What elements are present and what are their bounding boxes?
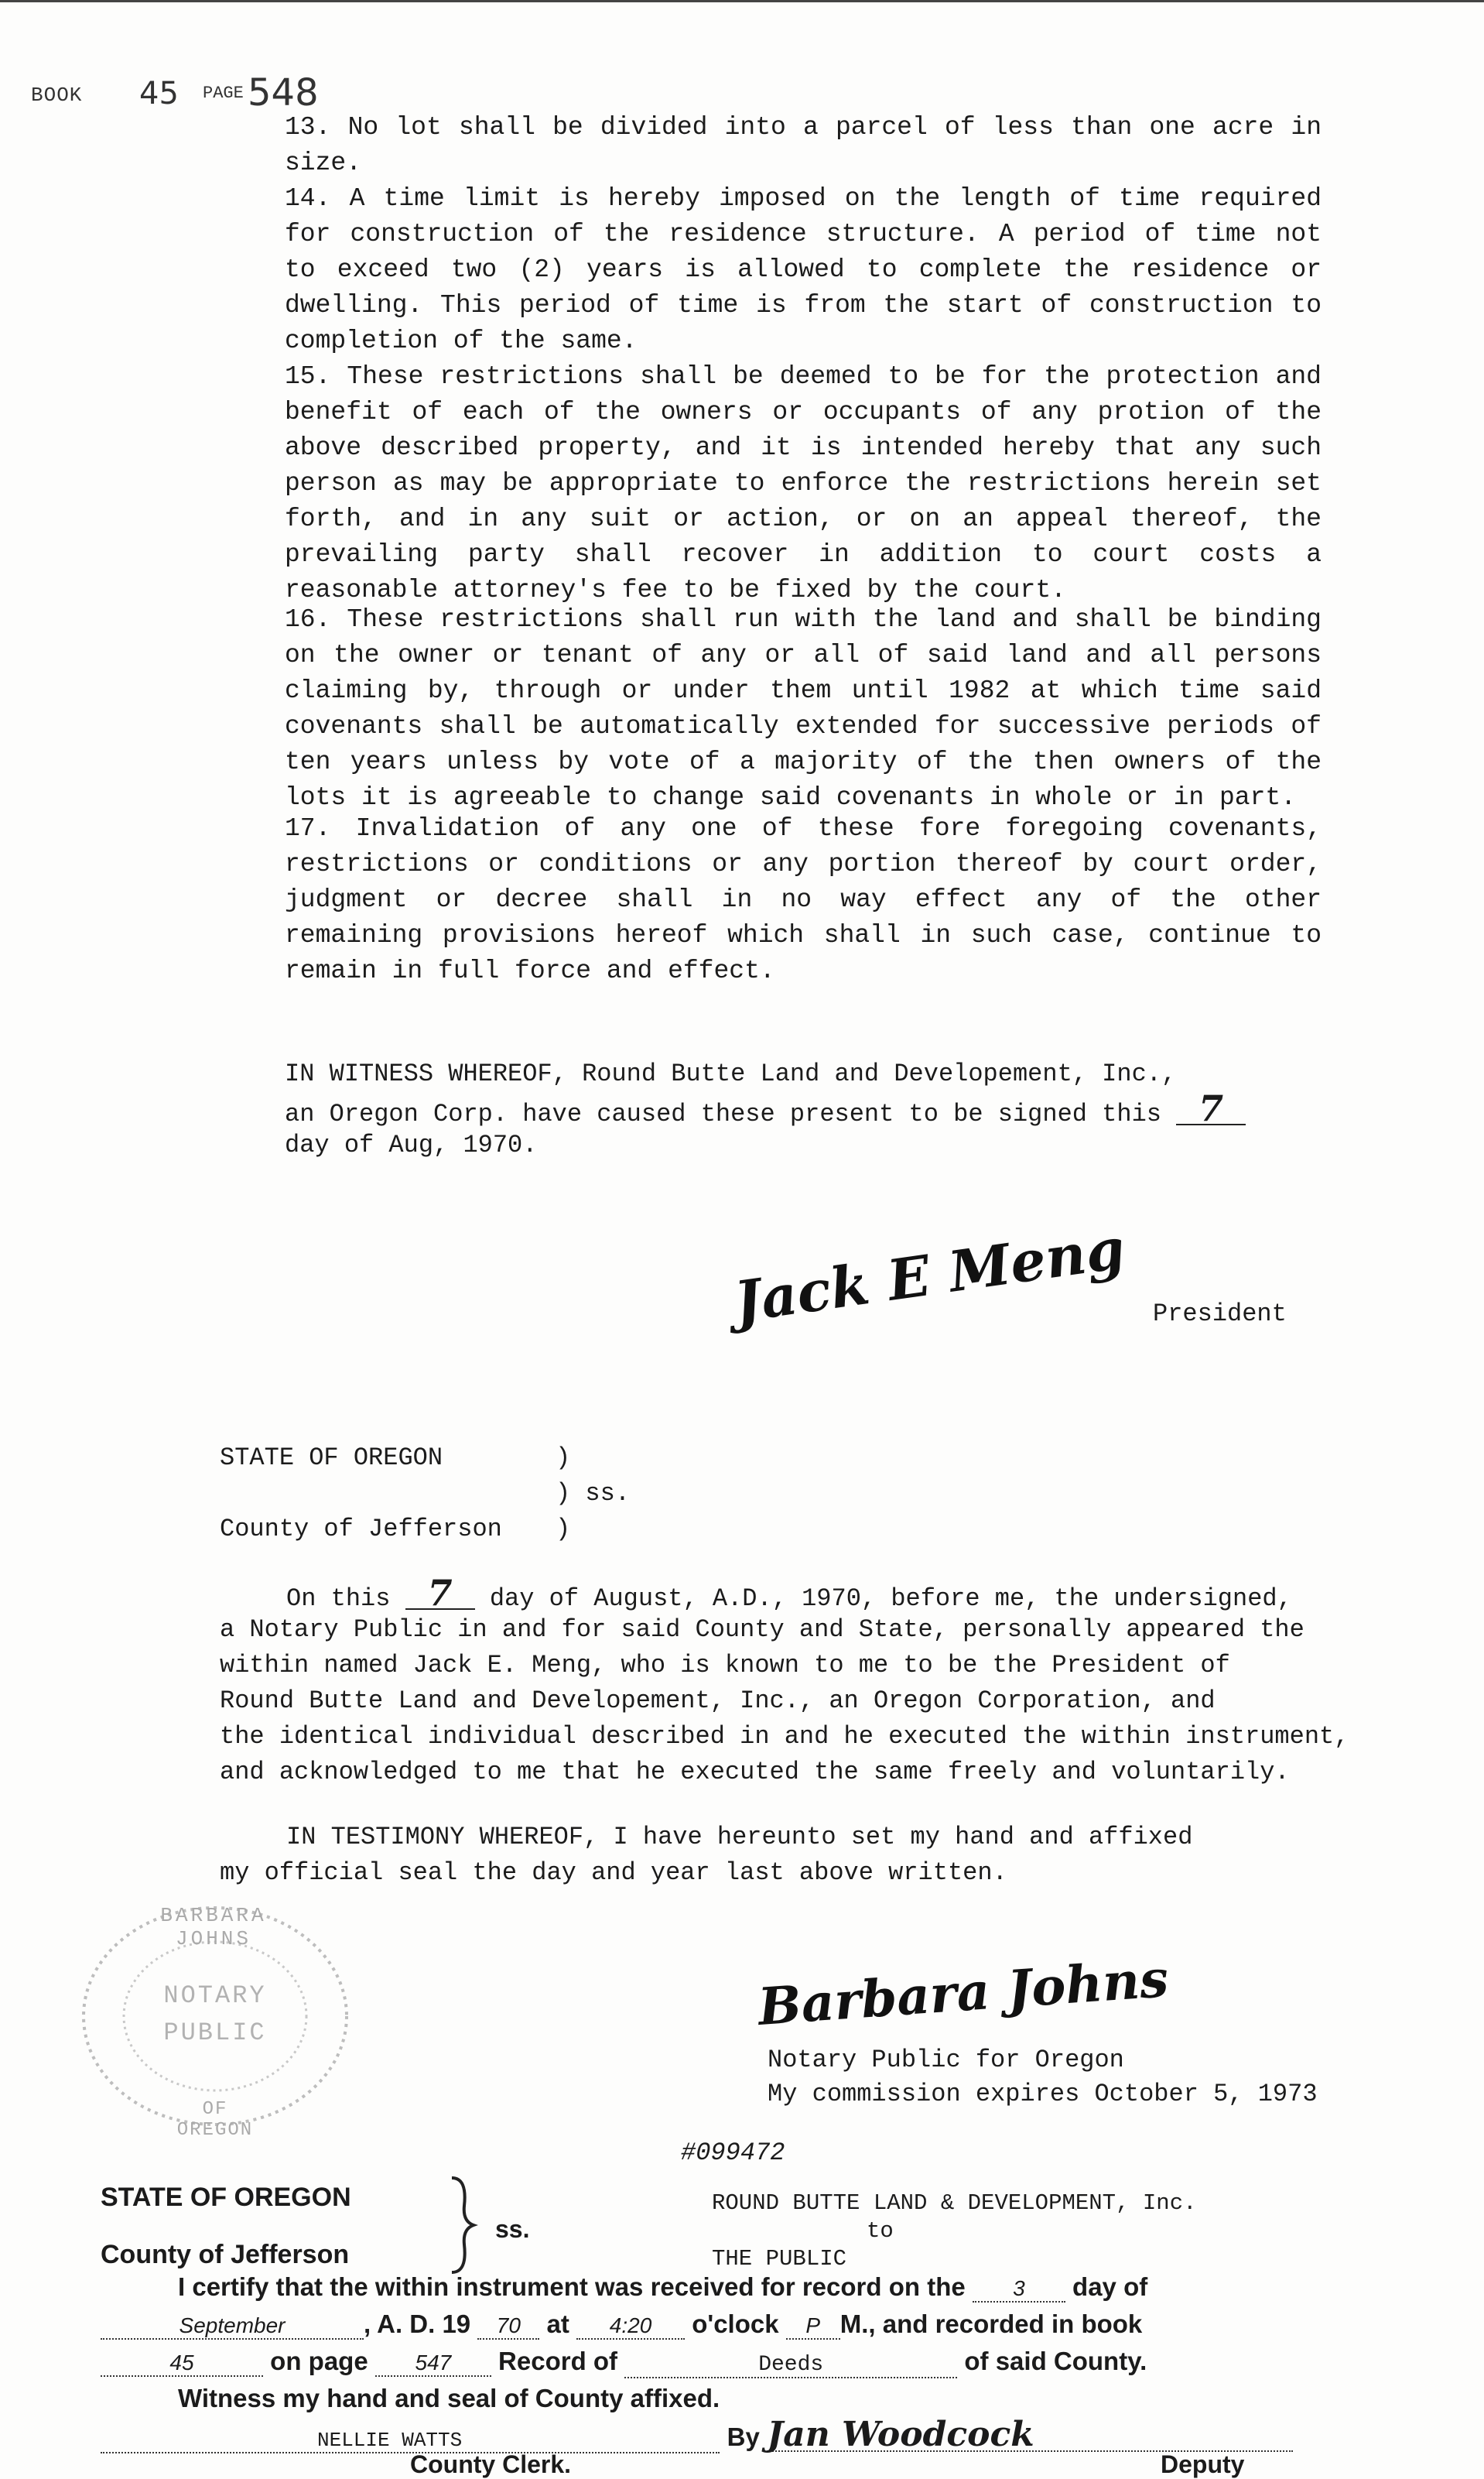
president-signature-text: Jack E Meng bbox=[730, 1214, 1129, 1335]
venue-ss: ) ss. bbox=[556, 1479, 631, 1508]
notary-title: Notary Public for Oregon bbox=[768, 2046, 1124, 2074]
venue-paren-3: ) bbox=[556, 1515, 571, 1543]
ack-line-2: a Notary Public in and for said County and State, personally appeared the bbox=[220, 1615, 1304, 1644]
ack-line-5: the identical individual described in and he executed the within instrument, bbox=[220, 1722, 1349, 1751]
president-title: President bbox=[1153, 1299, 1287, 1328]
record-date-line bbox=[101, 2310, 1142, 2340]
notary-signature-text: Barbara Johns bbox=[756, 1948, 1171, 2037]
record-to: to bbox=[867, 2218, 894, 2244]
record-witness-line: Witness my hand and seal of County affixed. bbox=[178, 2384, 720, 2412]
record-book-line bbox=[101, 2347, 1147, 2378]
record-deputy-signature: Jan Woodcock bbox=[767, 2419, 1293, 2452]
clause-17: 17. Invalidation of any one of these fore foregoing covenants, restrictions or conditions or any portion thereof by court order, judgment or decree shall in no way effect any of the other remaining provisions hereof which shall in such case, continue to remain in full force and effect. bbox=[285, 814, 1322, 985]
witness-line-2-text: an Oregon Corp. have caused these present to be signed this bbox=[285, 1100, 1161, 1128]
page-label: PAGE bbox=[203, 84, 244, 103]
record-at-label: at bbox=[546, 2310, 569, 2338]
clause-13: 13. No lot shall be divided into a parcel of less than one acre in size. bbox=[285, 113, 1322, 177]
record-recorded-label: M., and recorded in book bbox=[839, 2310, 1143, 2338]
book-number: 45 bbox=[139, 76, 179, 111]
notary-commission: My commission expires October 5, 1973 bbox=[768, 2080, 1318, 2108]
book-label: BOOK bbox=[31, 84, 83, 107]
page-number: 548 bbox=[248, 71, 319, 115]
record-of-county-label: of said County. bbox=[964, 2347, 1147, 2375]
testimony-line-1: IN TESTIMONY WHEREOF, I have hereunto set my hand and affixed bbox=[286, 1823, 1193, 1851]
clause-16: 16. These restrictions shall run with the land and shall be binding on the owner or tenant of any or all of said land and all persons claiming by, through or under them until 1982 at which time said covenants shall be automatically extended for successive periods of ten years unless by vote of a majority of the then owners of the lots it is agreeable to change said covenants in whole or in part. bbox=[285, 605, 1322, 812]
record-book: 45 bbox=[101, 2351, 263, 2377]
record-certify-line bbox=[178, 2272, 1147, 2303]
record-day-of: day of bbox=[1072, 2272, 1148, 2301]
witness-line-2 bbox=[285, 1087, 1246, 1132]
record-grantor: ROUND BUTTE LAND & DEVELOPMENT, Inc. bbox=[712, 2190, 1197, 2216]
record-month: September bbox=[101, 2313, 364, 2340]
ack-day: 7 bbox=[405, 1577, 475, 1610]
ack-line-4: Round Butte Land and Developement, Inc., an Oregon Corporation, and bbox=[220, 1686, 1216, 1715]
record-time: 4:20 bbox=[576, 2313, 685, 2340]
ack-line-1b: day of August, A.D., 1970, before me, the undersigned, bbox=[489, 1584, 1292, 1613]
record-certify-text: I certify that the within instrument was received for record on the bbox=[178, 2272, 966, 2301]
record-on-page-label: on page bbox=[270, 2347, 368, 2375]
clause-15: 15. These restrictions shall be deemed to be for the protection and benefit of each of the owners or occupants of any protion of the above described property, and it is intended hereby that any such person as may be appropriate to enforce the restrictions herein set forth, and in any suit or action, or on an appeal thereof, the prevailing party shall recover in addition to court costs a reasonable attorney's fee to be fixed by the court. bbox=[285, 362, 1322, 604]
seal-ring-text: BARBARA JOHNS bbox=[160, 1904, 267, 1950]
witness-line-1: IN WITNESS WHEREOF, Round Butte Land and Developement, Inc., bbox=[285, 1060, 1177, 1088]
witness-day: 7 bbox=[1176, 1093, 1246, 1125]
clause-14: 14. A time limit is hereby imposed on the length of time required for construction of the residence structure. A period of time not to exceed two (2) years is allowed to complete the residence or dwelling. This period of time is from the start of construction to completion of the same. bbox=[285, 184, 1322, 355]
venue-paren-1: ) bbox=[556, 1443, 571, 1472]
record-day: 3 bbox=[973, 2276, 1065, 2303]
record-page: 547 bbox=[375, 2351, 491, 2377]
seal-bottom-text: OF OREGON bbox=[176, 2099, 254, 2141]
seal-center-bottom: PUBLIC bbox=[163, 2018, 267, 2047]
record-brace bbox=[447, 2175, 478, 2275]
notary-seal bbox=[68, 1896, 362, 2141]
record-oclock-label: o'clock bbox=[692, 2310, 779, 2338]
president-signature bbox=[704, 1214, 1168, 1370]
venue-county: County of Jefferson bbox=[220, 1515, 502, 1543]
record-clerk-line bbox=[101, 2415, 1293, 2454]
ack-line-6: and acknowledged to me that he executed the same freely and voluntarily. bbox=[220, 1758, 1290, 1786]
ack-line-1 bbox=[286, 1572, 1292, 1616]
seal-center-top: NOTARY bbox=[163, 1981, 267, 2010]
record-state: STATE OF OREGON bbox=[101, 2183, 351, 2212]
record-by-label: By bbox=[727, 2423, 760, 2451]
testimony-line-2: my official seal the day and year last above written. bbox=[220, 1858, 1007, 1887]
record-type: Deeds bbox=[624, 2353, 957, 2378]
record-county: County of Jefferson bbox=[101, 2240, 350, 2269]
record-year: 70 bbox=[477, 2313, 539, 2340]
witness-line-3: day of Aug, 1970. bbox=[285, 1131, 538, 1159]
record-ampm: P bbox=[786, 2313, 840, 2340]
record-record-of-label: Record of bbox=[498, 2347, 618, 2375]
record-number: #099472 bbox=[681, 2138, 785, 2167]
record-clerk-name: NELLIE WATTS bbox=[101, 2429, 720, 2453]
record-ss: ss. bbox=[495, 2215, 530, 2243]
ack-line-1a: On this bbox=[286, 1584, 391, 1613]
record-grantee: THE PUBLIC bbox=[712, 2246, 847, 2272]
record-deputy-label: Deputy bbox=[1161, 2450, 1245, 2478]
top-border bbox=[0, 0, 1484, 2]
record-clerk-label: County Clerk. bbox=[410, 2450, 572, 2478]
venue-state: STATE OF OREGON bbox=[220, 1443, 443, 1472]
record-ad-label: , A. D. 19 bbox=[364, 2310, 471, 2338]
ack-line-3: within named Jack E. Meng, who is known to me to be the President of bbox=[220, 1651, 1230, 1679]
